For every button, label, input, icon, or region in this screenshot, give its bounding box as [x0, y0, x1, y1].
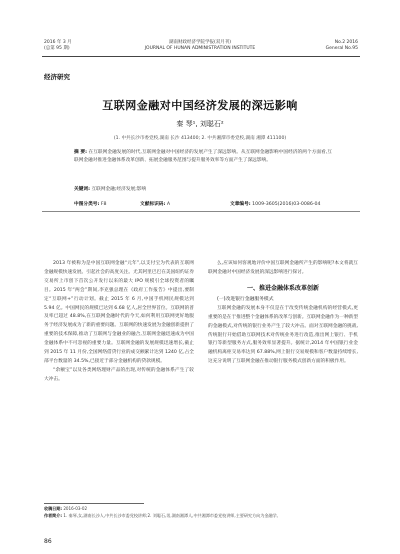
clc-label: 中图分类号:	[74, 202, 100, 207]
subsection-heading: (一)改进银行金融服务模式	[217, 296, 274, 302]
clc-value: F8	[100, 202, 107, 207]
header-number: No.2 2016	[334, 40, 358, 45]
article-id-label: 文章编号:	[230, 202, 251, 207]
abstract	[74, 149, 332, 165]
paper-affiliations: (1. 中共长沙市委党校,湖南 长沙 413400; 2. 中共湘潭市委党校,湖南 湘潭 411100)	[113, 136, 287, 141]
abstract-separator	[42, 211, 360, 212]
header-date: 2016 年 3 月	[44, 40, 72, 45]
document-code	[140, 201, 170, 207]
header-center	[120, 40, 280, 52]
keywords-label: 关键词:	[74, 187, 90, 192]
keywords-text: 互联网金融;经济发展;影响	[91, 187, 147, 192]
clc-number	[74, 201, 107, 207]
header-issue: (总第 95 期)	[44, 46, 70, 51]
article-id	[230, 201, 321, 207]
footnote-author	[44, 513, 362, 520]
body-column-right	[208, 260, 358, 367]
body-paragraph: 么,应该如何客观地评价中国互联网金融所产生的影响呢?本文将就互联网金融对中国经济发展的深远影响进行探讨。	[208, 261, 358, 275]
header-left	[44, 40, 72, 52]
document-code-value: A	[166, 202, 171, 207]
header-rule	[42, 56, 360, 57]
document-code-label: 文献标识码:	[140, 202, 166, 207]
author-bio-label: 作者简介:	[44, 513, 63, 518]
body-paragraph: “余额宝”以及各类网络理财产品的出现,对传统的金融体系产生了较大冲击。	[44, 367, 194, 382]
header-right	[326, 40, 358, 52]
author-bio-value: 1. 秦琴,女,湖南长沙人,中共长沙市委党校讲师;2. 刘聪石,男,湖南湘潭人,中共湘潭市委党校讲师,主要研究方向为金融学。	[63, 513, 281, 518]
body-paragraph: 互联网金融的发展本身不仅是在于改变传统金融机构的经营模式,更重要的是在于推进整个金融体系的改革与创新。互联网金融作为一种新型的金融模式,对传统的银行业务产生了较大冲击。面对互联网金融的挑战,传统银行开始借助互联网技术对传统业务进行改造,推出网上银行、手机银行等新型服务方式,服务效率显著提升。据统计,2014 年中国银行业金融机构离柜交易率达到 67.88%,网上银行交易规模和客户数量持续增长,这充分说明了互联网金融在推动银行服务模式创新方面的积极作用。	[208, 305, 359, 365]
keywords	[74, 186, 146, 192]
column-label: 经济研究	[44, 73, 70, 81]
abstract-text: 在互联网金融发展的时代,互联网金融对中国经济的发展产生了深远影响。从互联网金融影响中国经济的两个方面看,互联网金融对推进金融体系改革创新、拓展金融服务范围与提升服务效率等方面产生了深远影响。	[74, 150, 332, 164]
received-value: 2016-03-02	[63, 506, 88, 511]
paper-title: 互联网金融对中国经济发展的深远影响	[102, 99, 298, 112]
received-label: 收稿日期:	[44, 506, 63, 511]
footnote-rule	[44, 503, 144, 504]
article-id-value: 1009-3605(2016)03-0086-04	[252, 202, 321, 207]
body-column-left	[44, 260, 194, 385]
header-general-number: General No.95	[325, 46, 358, 51]
body-paragraph: 2013 年被称为是中国互联网金融“元年”,以支付宝为代表的互联网金融规模快速发展。引起社会的高度关注。尤其阿里巴巴在美国纽约证券交易所上市创下首次公开发行以来的最大 IPO 规模引全球投资者的瞩目。2015 年“两会”期间,李克强总理在《政府工作报告》中提出,要制定“互联网+”行动计划。截止 2015 年 6 月,中国手机网民规模达到 5.94 亿。中国网民的规模已达到 6.68 亿人,居全世界首位。互联网的普及率已超过 48.8%,在互联网金融时代的今天,如何利用互联网更好地服务于经济发展成为了新的重要问题。互联网的快速发展为金融创新提供了重要的技术保障,推动了互联网与金融业的融合,互联网金融迅速成为中国金融体系中不可忽视的重要力量。互联网金融的发展规模迅速增长,截止到 2015 年 11 月份,全国网络借贷行业的成交额累计达到 1240 亿,占全部平台数量的 34.5%,已接近于部分金融机构的贷款规模。	[44, 261, 195, 364]
journal-name-cn: 湖南财政经济学院学报(双月刊)	[168, 40, 231, 45]
abstract-label: 摘 要:	[74, 150, 87, 155]
journal-name-en: JOURNAL OF HUNAN ADMINISTRATION INSTITUTE	[144, 46, 256, 51]
page-number: 86	[44, 538, 52, 545]
footnote-received	[44, 506, 362, 513]
section-heading: 一、推进金融体系改革创新	[246, 284, 319, 292]
paper-authors: 秦 琴¹, 刘聪石²	[176, 120, 224, 128]
